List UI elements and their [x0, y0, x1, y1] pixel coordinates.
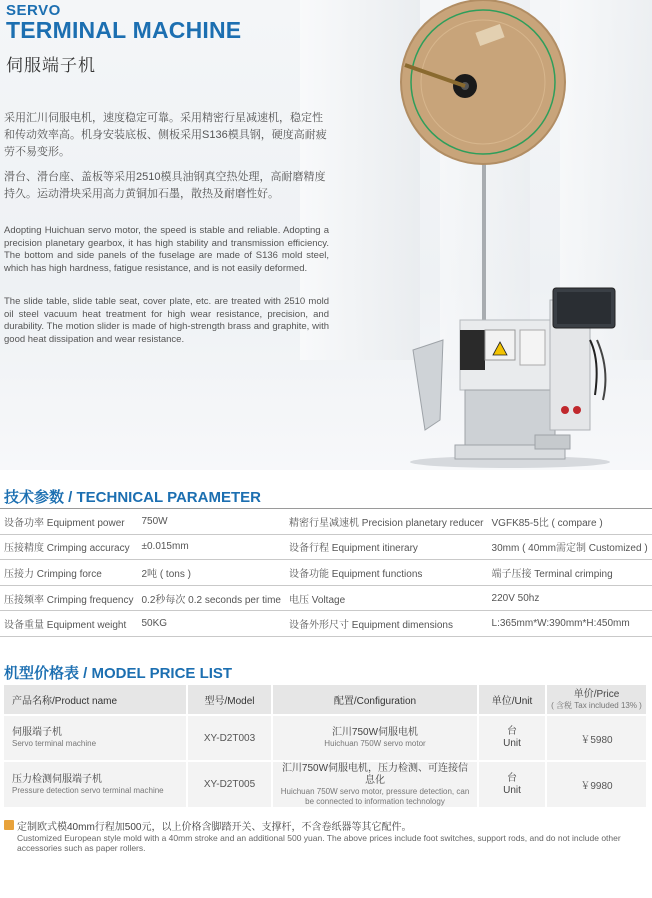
param-value: 220V 50hz: [488, 585, 652, 611]
config-cell: [272, 715, 478, 761]
param-label: 压接频率 Crimping frequency: [0, 585, 137, 611]
param-label: 压接精度 Crimping accuracy: [0, 534, 137, 560]
unit-cell: [478, 715, 546, 761]
product-name-cn: 压力检测伺服端子机: [12, 773, 102, 785]
description-en-2: The slide table, slide table seat, cover plate, etc. are treated with 2510 mold oil steel vacuum heat treatment for high wear resistance, precision, and durability. The motion slider is made of high-strength brass and graphite, with good heat dissipation and wear resistance.: [4, 296, 329, 345]
param-value: 30mm ( 40mm需定制 Customized ): [488, 534, 652, 560]
unit-cell: [478, 761, 546, 807]
param-value: 0.2秒每次 0.2 seconds per time: [137, 585, 285, 611]
param-value: L:365mm*W:390mm*H:450mm: [488, 611, 652, 637]
header-product-name: 产品名称/Product name: [4, 685, 187, 715]
technical-title-en: / TECHNICAL PARAMETER: [64, 489, 261, 506]
price-cell: ￥5980: [546, 715, 646, 761]
config-en: Huichuan 750W servo motor: [324, 739, 426, 748]
machine-image: [385, 0, 652, 470]
table-row: [0, 534, 652, 560]
table-row: [0, 585, 652, 611]
table-row: [0, 560, 652, 586]
product-name-en: Servo terminal machine: [12, 739, 97, 748]
param-label: 设备重量 Equipment weight: [0, 611, 137, 637]
param-value: 端子压接 Terminal crimping: [488, 560, 652, 586]
product-name-en: Pressure detection servo terminal machine: [12, 785, 164, 795]
price-cell: ￥9980: [546, 761, 646, 807]
product-name-cell: [4, 761, 187, 807]
config-cn: 汇川750W伺服电机，压力检测、可连接信息化: [281, 762, 469, 786]
header-price: [546, 685, 646, 715]
param-label: 电压 Voltage: [285, 585, 488, 611]
title-small: SERVO: [6, 2, 61, 19]
table-row: [4, 761, 646, 807]
config-cn: 汇川750W伺服电机: [331, 727, 419, 738]
unit-en: Unit: [503, 784, 521, 796]
param-value: 750W: [137, 509, 285, 535]
param-label: 设备外形尺寸 Equipment dimensions: [285, 611, 488, 637]
technical-title-cn: 技术参数: [4, 489, 65, 506]
price-section-title: [4, 662, 232, 683]
param-value: ±0.015mm: [137, 534, 285, 560]
paper-reel: [401, 0, 565, 164]
title-large: TERMINAL MACHINE: [6, 17, 242, 43]
param-label: 设备行程 Equipment itinerary: [285, 534, 488, 560]
product-name-cell: [4, 715, 187, 761]
model-cell: XY-D2T005: [187, 761, 272, 807]
unit-cn: 台: [507, 772, 517, 784]
param-label: 设备功能 Equipment functions: [285, 560, 488, 586]
product-name-cn: 伺服端子机: [12, 727, 62, 738]
table-row: [4, 715, 646, 761]
description-cn-1: 采用汇川伺服电机，速度稳定可靠。采用精密行星减速机，稳定性和传动效率高。机身安装底板、侧板采用S136模具钢，硬度高耐疲劳不易变形。: [4, 112, 327, 158]
config-cell: [272, 761, 478, 807]
param-value: 2吨 ( tons ): [137, 560, 285, 586]
header-configuration: 配置/Configuration: [272, 685, 478, 715]
technical-section-title: [4, 486, 261, 507]
price-title-cn: 机型价格表: [4, 665, 80, 682]
note-cn: 定制欧式模40mm行程加500元，以上价格含脚踏开关、支撑杆，不含卷纸器等其它配件。: [17, 822, 412, 833]
param-value: 50KG: [137, 611, 285, 637]
price-title-en: / MODEL PRICE LIST: [79, 665, 233, 682]
model-cell: XY-D2T003: [187, 715, 272, 761]
table-row: [0, 611, 652, 637]
technical-parameter-table: [0, 508, 652, 637]
header-model: 型号/Model: [187, 685, 272, 715]
config-en: Huichuan 750W servo motor, pressure detection, can be connected to information technology: [280, 786, 470, 806]
param-label: 精密行星减速机 Precision planetary reducer: [285, 509, 488, 535]
param-value: VGFK85-5比 ( compare ): [488, 509, 652, 535]
header-price-label: 单价/Price: [573, 688, 620, 700]
param-label: 设备功率 Equipment power: [0, 509, 137, 535]
unit-cn: 台: [507, 726, 517, 737]
note-icon: [4, 820, 14, 830]
description-en-1: Adopting Huichuan servo motor, the speed is stable and reliable. Adopting a precision planetary gearbox, it has high stability and transmission efficiency. The bottom and side panels of the fuselage are made of S136 mold steel, which has high hardness, fatigue resistance, and is not easily deformed.: [4, 225, 329, 274]
model-price-table: [4, 685, 646, 807]
header-price-tax: ( 含税 Tax included 13% ): [551, 700, 642, 710]
unit-en: Unit: [503, 738, 521, 749]
description-cn-2: 滑台、滑台座、盖板等采用2510模具油钢真空热处理，高耐磨精度持久。运动滑块采用高力黄铜加石墨，散热及耐磨性好。: [4, 171, 326, 200]
title-chinese: 伺服端子机: [6, 56, 96, 75]
note-en: Customized European style mold with a 40mm stroke and an additional 500 yuan. The above prices include foot switches, support rods, and do not include other accessories such as paper rollers.: [17, 833, 621, 853]
param-label: 压接力 Crimping force: [0, 560, 137, 586]
header-unit: 单位/Unit: [478, 685, 546, 715]
table-row: [0, 509, 652, 535]
